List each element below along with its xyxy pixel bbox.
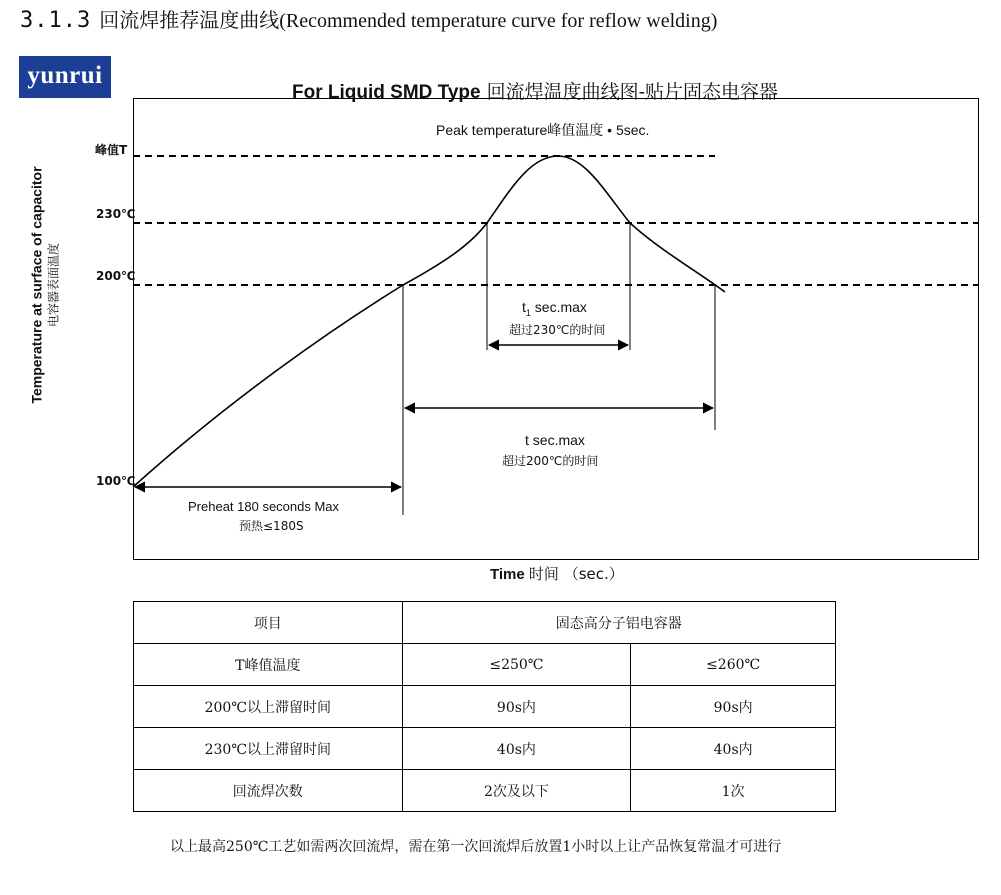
section-title-en: (Recommended temperature curve for reflow welding): [279, 10, 718, 32]
x-axis-label: [490, 563, 624, 584]
reflow-spec-table: [133, 601, 836, 812]
t-description: 超过200℃的时间: [502, 454, 599, 468]
reflow-profile-curve: [133, 156, 725, 487]
table-header-product: 固态高分子铝电容器: [402, 602, 835, 644]
table-cell: 1次: [631, 770, 836, 812]
table-header-item: 项目: [134, 602, 403, 644]
t1-label-main: t: [522, 299, 526, 315]
chart-title-en: For Liquid SMD Type: [292, 82, 481, 103]
table-cell: 2次及以下: [402, 770, 631, 812]
footnote: 以上最高250℃工艺如需两次回流焊，需在第一次回流焊后放置1小时以上让产品恢复常温才可进行: [170, 839, 782, 855]
table-header-row: [134, 602, 836, 644]
x-axis-label-en: Time: [490, 566, 525, 583]
table-cell: 90s内: [402, 686, 631, 728]
table-cell: ≤260℃: [631, 644, 836, 686]
yunrui-logo: yunrui: [19, 56, 111, 98]
t1-label-rest: sec.max: [530, 299, 587, 315]
table-cell: ≤250℃: [402, 644, 631, 686]
t1-label-sub: 1: [525, 307, 531, 318]
section-title-zh: 回流焊推荐温度曲线: [99, 8, 280, 32]
section-number: 3.1.3: [20, 8, 92, 33]
table-cell: 230℃以上滞留时间: [134, 728, 403, 770]
t1-label: [522, 299, 587, 318]
peak-annotation: Peak temperature峰值温度 • 5sec.: [436, 122, 650, 138]
t-label: t sec.max: [525, 432, 585, 448]
y-tick-peak: 峰值T: [95, 143, 128, 157]
table-cell: 40s内: [402, 728, 631, 770]
table-cell: 90s内: [631, 686, 836, 728]
table-row: [134, 644, 836, 686]
table-row: [134, 686, 836, 728]
preheat-label: Preheat 180 seconds Max: [188, 499, 340, 514]
y-axis-label: [29, 166, 62, 403]
x-axis-label-zh: 时间 （sec.）: [528, 565, 624, 583]
t1-description: 超过230℃的时间: [509, 323, 606, 337]
y-tick-230: 230℃: [96, 207, 136, 221]
preheat-description: 预热≤180S: [239, 519, 304, 533]
chart-title-zh: 回流焊温度曲线图-贴片固态电容器: [486, 81, 779, 103]
table-cell: 200℃以上滞留时间: [134, 686, 403, 728]
table-cell: 回流焊次数: [134, 770, 403, 812]
y-tick-200: 200℃: [96, 269, 136, 283]
table-row: [134, 770, 836, 812]
table-cell: T峰值温度: [134, 644, 403, 686]
y-axis-label-en: Temperature at surface of capacitor: [28, 166, 45, 404]
y-axis-label-zh: 电容器表面温度: [46, 242, 61, 328]
y-tick-100: 100℃: [96, 474, 136, 488]
table-cell: 40s内: [631, 728, 836, 770]
table-row: [134, 728, 836, 770]
